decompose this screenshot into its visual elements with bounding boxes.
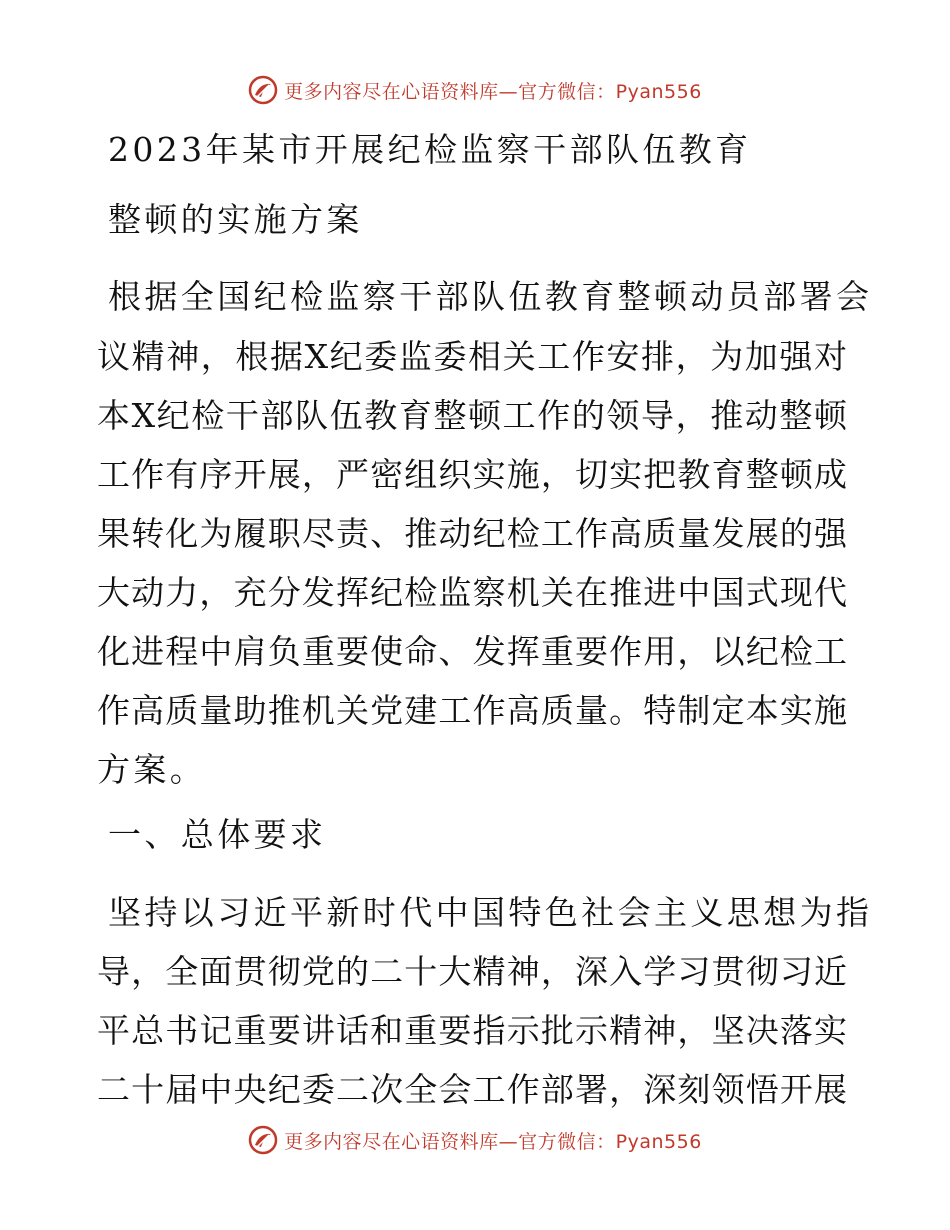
paragraph-line: 化进程中肩负重要使命、发挥重要作用，以纪检工 <box>97 632 847 671</box>
paragraph-line: 坚持以习近平新时代中国特色社会主义思想为指 <box>108 893 873 932</box>
paragraph-line: 平总书记重要讲话和重要指示批示精神，坚决落实 <box>97 1011 847 1050</box>
watermark-footer <box>0 1120 950 1160</box>
paragraph-line: 导，全面贯彻党的二十大精神，深入学习贯彻习近 <box>97 952 847 991</box>
paragraph-line: 工作有序开展，严密组织实施，切实把教育整顿成 <box>97 455 847 494</box>
paragraph-line: 根据全国纪检监察干部队伍教育整顿动员部署会 <box>108 277 873 316</box>
document-title-line-2: 整顿的实施方案 <box>108 200 363 239</box>
paragraph-line: 方案。 <box>97 750 207 789</box>
section-heading: 一、总体要求 <box>108 815 327 854</box>
watermark-text: 更多内容尽在心语资料库—官方微信：Pyan556 <box>284 1130 702 1153</box>
paragraph-line: 二十届中央纪委二次全会工作部署，深刻领悟开展 <box>97 1070 847 1109</box>
paragraph-line: 作高质量助推机关党建工作高质量。特制定本实施 <box>97 691 847 730</box>
brand-logo-icon <box>248 1125 278 1155</box>
brand-logo-icon <box>248 75 278 105</box>
paragraph-line: 大动力，充分发挥纪检监察机关在推进中国式现代 <box>97 573 847 612</box>
paragraph-line: 本X纪检干部队伍教育整顿工作的领导，推动整顿 <box>97 396 847 435</box>
document-title-line-1: 2023年某市开展纪检监察干部队伍教育 <box>108 130 752 169</box>
watermark-text: 更多内容尽在心语资料库—官方微信：Pyan556 <box>284 80 702 103</box>
watermark-header <box>0 70 950 110</box>
paragraph-line: 议精神，根据X纪委监委相关工作安排，为加强对 <box>97 337 847 376</box>
paragraph-line: 果转化为履职尽责、推动纪检工作高质量发展的强 <box>97 514 847 553</box>
